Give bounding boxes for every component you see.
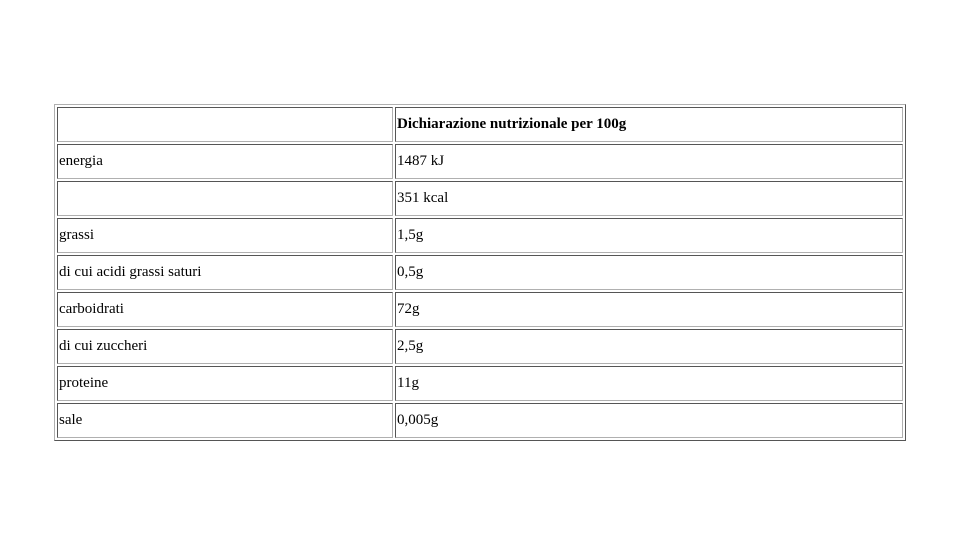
nutrient-label-cell: energia (57, 144, 393, 179)
table-row (57, 255, 903, 290)
table-row (57, 403, 903, 438)
nutrient-label-cell: di cui acidi grassi saturi (57, 255, 393, 290)
table-row (57, 144, 903, 179)
nutrient-value-cell: 0,5g (395, 255, 903, 290)
nutrient-value-cell: 72g (395, 292, 903, 327)
table-row (57, 181, 903, 216)
nutrient-value-cell: 11g (395, 366, 903, 401)
table-header-row (57, 107, 903, 142)
table-row (57, 218, 903, 253)
table-row (57, 292, 903, 327)
nutrient-label-cell: carboidrati (57, 292, 393, 327)
nutrient-value-cell: 0,005g (395, 403, 903, 438)
nutrient-label-cell: di cui zuccheri (57, 329, 393, 364)
nutrient-label-cell: grassi (57, 218, 393, 253)
header-value-cell: Dichiarazione nutrizionale per 100g (395, 107, 903, 142)
header-label-cell (57, 107, 393, 142)
nutrient-label-cell: sale (57, 403, 393, 438)
table-row (57, 329, 903, 364)
nutrient-label-cell (57, 181, 393, 216)
nutrient-value-cell: 351 kcal (395, 181, 903, 216)
nutrient-value-cell: 1,5g (395, 218, 903, 253)
nutrient-label-cell: proteine (57, 366, 393, 401)
table-row (57, 366, 903, 401)
nutrient-value-cell: 1487 kJ (395, 144, 903, 179)
nutrient-value-cell: 2,5g (395, 329, 903, 364)
nutrition-table (54, 104, 906, 441)
nutrition-table-body (57, 107, 903, 438)
